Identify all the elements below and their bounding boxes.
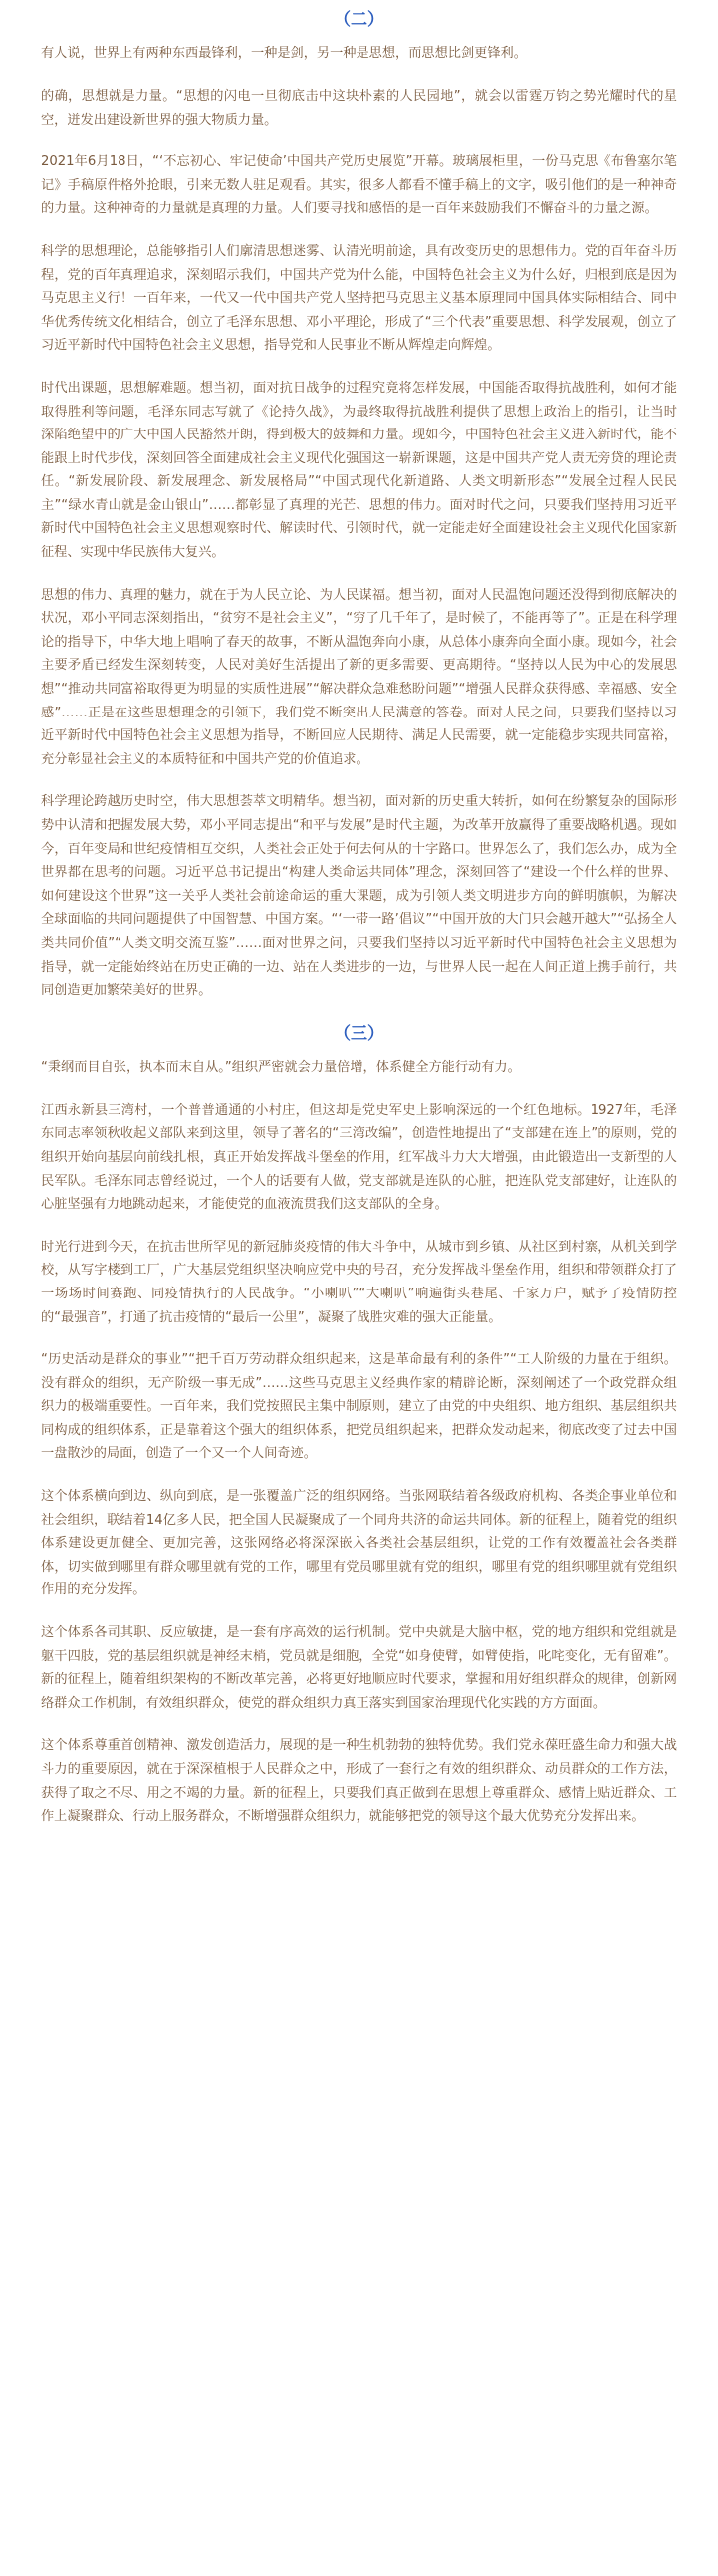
paragraph: 这个体系尊重首创精神、激发创造活力，展现的是一种生机勃勃的独特优势。我们党永葆旺盛生命力和强大战斗力的重要原因，就在于深深植根于人民群众之中，形成了一套行之有效的组织群众、动员群众的工作方法，获得了取之不尽、用之不竭的力量。新的征程上，只要我们真正做到在思想上尊重群众、感情上贴近群众、工作上凝聚群众、行动上服务群众，不断增强群众组织力，就能够把党的领导这个最大优势充分发挥出来。	[41, 1738, 677, 1825]
section-heading-3: （三）	[334, 1023, 384, 1044]
paragraph: 这个体系横向到边、纵向到底，是一张覆盖广泛的组织网络。当张网联结着各级政府机构、各类企事业单位和社会组织，联结着14亿多人民，把全国人民凝聚成了一个同舟共济的命运共同体。新的征程上，随着党的组织体系建设更加健全、更加完善，这张网络必将深深嵌入各类社会基层组织，让党的工作有效覆盖社会各类群体，切实做到哪里有群众哪里就有党的工作，哪里有党员哪里就有党的组织，哪里有党的组织哪里就有党组织作用的充分发挥。	[41, 1489, 677, 1598]
paragraph: 这个体系各司其职、反应敏捷，是一套有序高效的运行机制。党中央就是大脑中枢，党的地方组织和党组就是躯干四肢，党的基层组织就是神经末梢，党员就是细胞，全党“如身使臂，如臂使指，叱咤变化，无有留难”。新的征程上，随着组织架构的不断改革完善，必将更好地顺应时代要求，掌握和用好组织群众的规律，创新网络群众工作机制，有效组织群众，使党的群众组织力真正落实到国家治理现代化实践的方方面面。	[41, 1625, 677, 1711]
paragraph: “历史活动是群众的事业”“把千百万劳动群众组织起来，这是革命最有利的条件”“工人阶级的力量在于组织。没有群众的组织，无产阶级一事无成”……这些马克思主义经典作家的精辟论断，深刻阐述了一个政党群众组织力的极端重要性。一百年来，我们党按照民主集中制原则，建立了由党的中央组织、地方组织、基层组织共同构成的组织体系，正是靠着这个强大的组织体系，把党员组织起来，把群众发动起来，彻底改变了过去中国一盘散沙的局面，创造了一个又一个人间奇迹。	[41, 1352, 677, 1462]
paragraph: 有人说，世界上有两种东西最锋利，一种是剑，另一种是思想，而思想比剑更锋利。	[41, 46, 527, 62]
paragraph: 科学理论跨越历史时空，伟大思想荟萃文明精华。想当初，面对新的历史重大转折，如何在纷繁复杂的国际形势中认清和把握发展大势，邓小平同志提出“和平与发展”是时代主题，为改革开放赢得了重要战略机遇。现如今，百年变局和世纪疫情相互交织，人类社会正处于何去何从的十字路口。世界怎么了，我们怎么办，成为全世界都在思考的问题。习近平总书记提出“构建人类命运共同体”理念，深刻回答了“建设一个什么样的世界、如何建设这个世界”这一关乎人类社会前途命运的重大课题，成为引领人类文明进步方向的鲜明旗帜，为解决全球面临的共同问题提供了中国智慧、中国方案。“‘一带一路’倡议”“中国开放的大门只会越开越大”“弘扬全人类共同价值”“人类文明交流互鉴”……面对世界之问，只要我们坚持以习近平新时代中国特色社会主义思想为指导，就一定能始终站在历史正确的一边、站在人类进步的一边，与世界人民一起在人间正道上携手前行，共同创造更加繁荣美好的世界。	[41, 794, 677, 999]
paragraph: 2021年6月18日，“‘不忘初心、牢记使命’中国共产党历史展览”开幕。玻璃展柜里，一份马克思《布鲁塞尔笔记》手稿原件格外抢眼，引来无数人驻足观看。其实，很多人都看不懂手稿上的文字，吸引他们的是一种神奇的力量。这种神奇的力量就是真理的力量。人们要寻找和感悟的是一百年来鼓励我们不懈奋斗的力量之源。	[41, 154, 677, 217]
paragraph: 思想的伟力、真理的魅力，就在于为人民立论、为人民谋福。想当初，面对人民温饱问题还没得到彻底解决的状况，邓小平同志深刻指出，“贫穷不是社会主义”，“穷了几千年了，是时候了，不能再等了”。正是在科学理论的指导下，中华大地上唱响了春天的故事，不断从温饱奔向小康，从总体小康奔向全面小康。现如今，社会主要矛盾已经发生深刻转变，人民对美好生活提出了新的更多需要、更高期待。“坚持以人民为中心的发展思想”“推动共同富裕取得更为明显的实质性进展”“解决群众急难愁盼问题”“增强人民群众获得感、幸福感、安全感”……正是在这些思想理念的引领下，我们党不断突出人民满意的答卷。面对人民之问，只要我们坚持以习近平新时代中国特色社会主义思想为指导，不断回应人民期待、满足人民需要，就一定能稳步实现共同富裕，充分彰显社会主义的本质特征和中国共产党的价值追求。	[41, 587, 677, 767]
section-heading-2: （二）	[334, 10, 384, 30]
paragraph: 江西永新县三湾村，一个普普通通的小村庄，但这却是党史军史上影响深远的一个红色地标。1927年，毛泽东同志率领秋收起义部队来到这里，领导了著名的“三湾改编”，创造性地提出了“支部建在连上”的原则，党的组织开始向基层向前线扎根，真正开始发挥战斗堡垒的作用，红军战斗力大大增强，由此锻造出一支新型的人民军队。毛泽东同志曾经说过，一个人的话要有人做，党支部就是连队的心脏，把连队党支部建好，让连队的心脏坚强有力地跳动起来，才能使党的血液流贯我们这支部队的全身。	[41, 1102, 677, 1213]
paragraph: 的确，思想就是力量。“思想的闪电一旦彻底击中这块朴素的人民园地”，就会以雷霆万钧之势光耀时代的星空，迸发出建设新世界的强大物质力量。	[41, 88, 677, 128]
paragraph: “秉纲而目自张，执本而末自从。”组织严密就会力量倍增，体系健全方能行动有力。	[41, 1060, 521, 1076]
paragraph: 时代出课题，思想解难题。想当初，面对抗日战争的过程究竟将怎样发展，中国能否取得抗战胜利，如何才能取得胜利等问题，毛泽东同志写就了《论持久战》，为最终取得抗战胜利提供了思想上政治上的指引，让当时深陷绝望中的广大中国人民豁然开朗，得到极大的鼓舞和力量。现如今，中国特色社会主义进入新时代，能不能跟上时代步伐，深刻回答全面建成社会主义现代化强国这一崭新课题，这是中国共产党人责无旁贷的理论责任。“新发展阶段、新发展理念、新发展格局”“中国式现代化新道路、人类文明新形态”“发展全过程人民民主”“绿水青山就是金山银山”……都彰显了真理的光芒、思想的伟力。面对时代之问，只要我们坚持用习近平新时代中国特色社会主义思想观察时代、解读时代、引领时代，就一定能走好全面建设社会主义现代化国家新征程、实现中华民族伟大复兴。	[41, 380, 677, 561]
paragraph: 时光行进到今天，在抗击世所罕见的新冠肺炎疫情的伟大斗争中，从城市到乡镇、从社区到村寨，从机关到学校，从写字楼到工厂，广大基层党组织坚决响应党中央的号召，充分发挥战斗堡垒作用，组织和带领群众打了一场场时间赛跑、同疫情执行的人民战争。“小喇叭”“大喇叭”响遍街头巷尾、千家万户，赋予了疫情防控的“最强音”，打通了抗击疫情的“最后一公里”，凝聚了战胜灾难的强大正能量。	[41, 1239, 677, 1325]
paragraph: 科学的思想理论，总能够指引人们廓清思想迷雾、认清光明前途，具有改变历史的思想伟力。党的百年奋斗历程，党的百年真理追求，深刻昭示我们，中国共产党为什么能，中国特色社会主义为什么好，归根到底是因为马克思主义行！一百年来，一代又一代中国共产党人坚持把马克思主义基本原理同中国具体实际相结合、同中华优秀传统文化相结合，创立了毛泽东思想、邓小平理论，形成了“三个代表”重要思想、科学发展观，创立了习近平新时代中国特色社会主义思想，指导党和人民事业不断从辉煌走向辉煌。	[41, 243, 677, 354]
